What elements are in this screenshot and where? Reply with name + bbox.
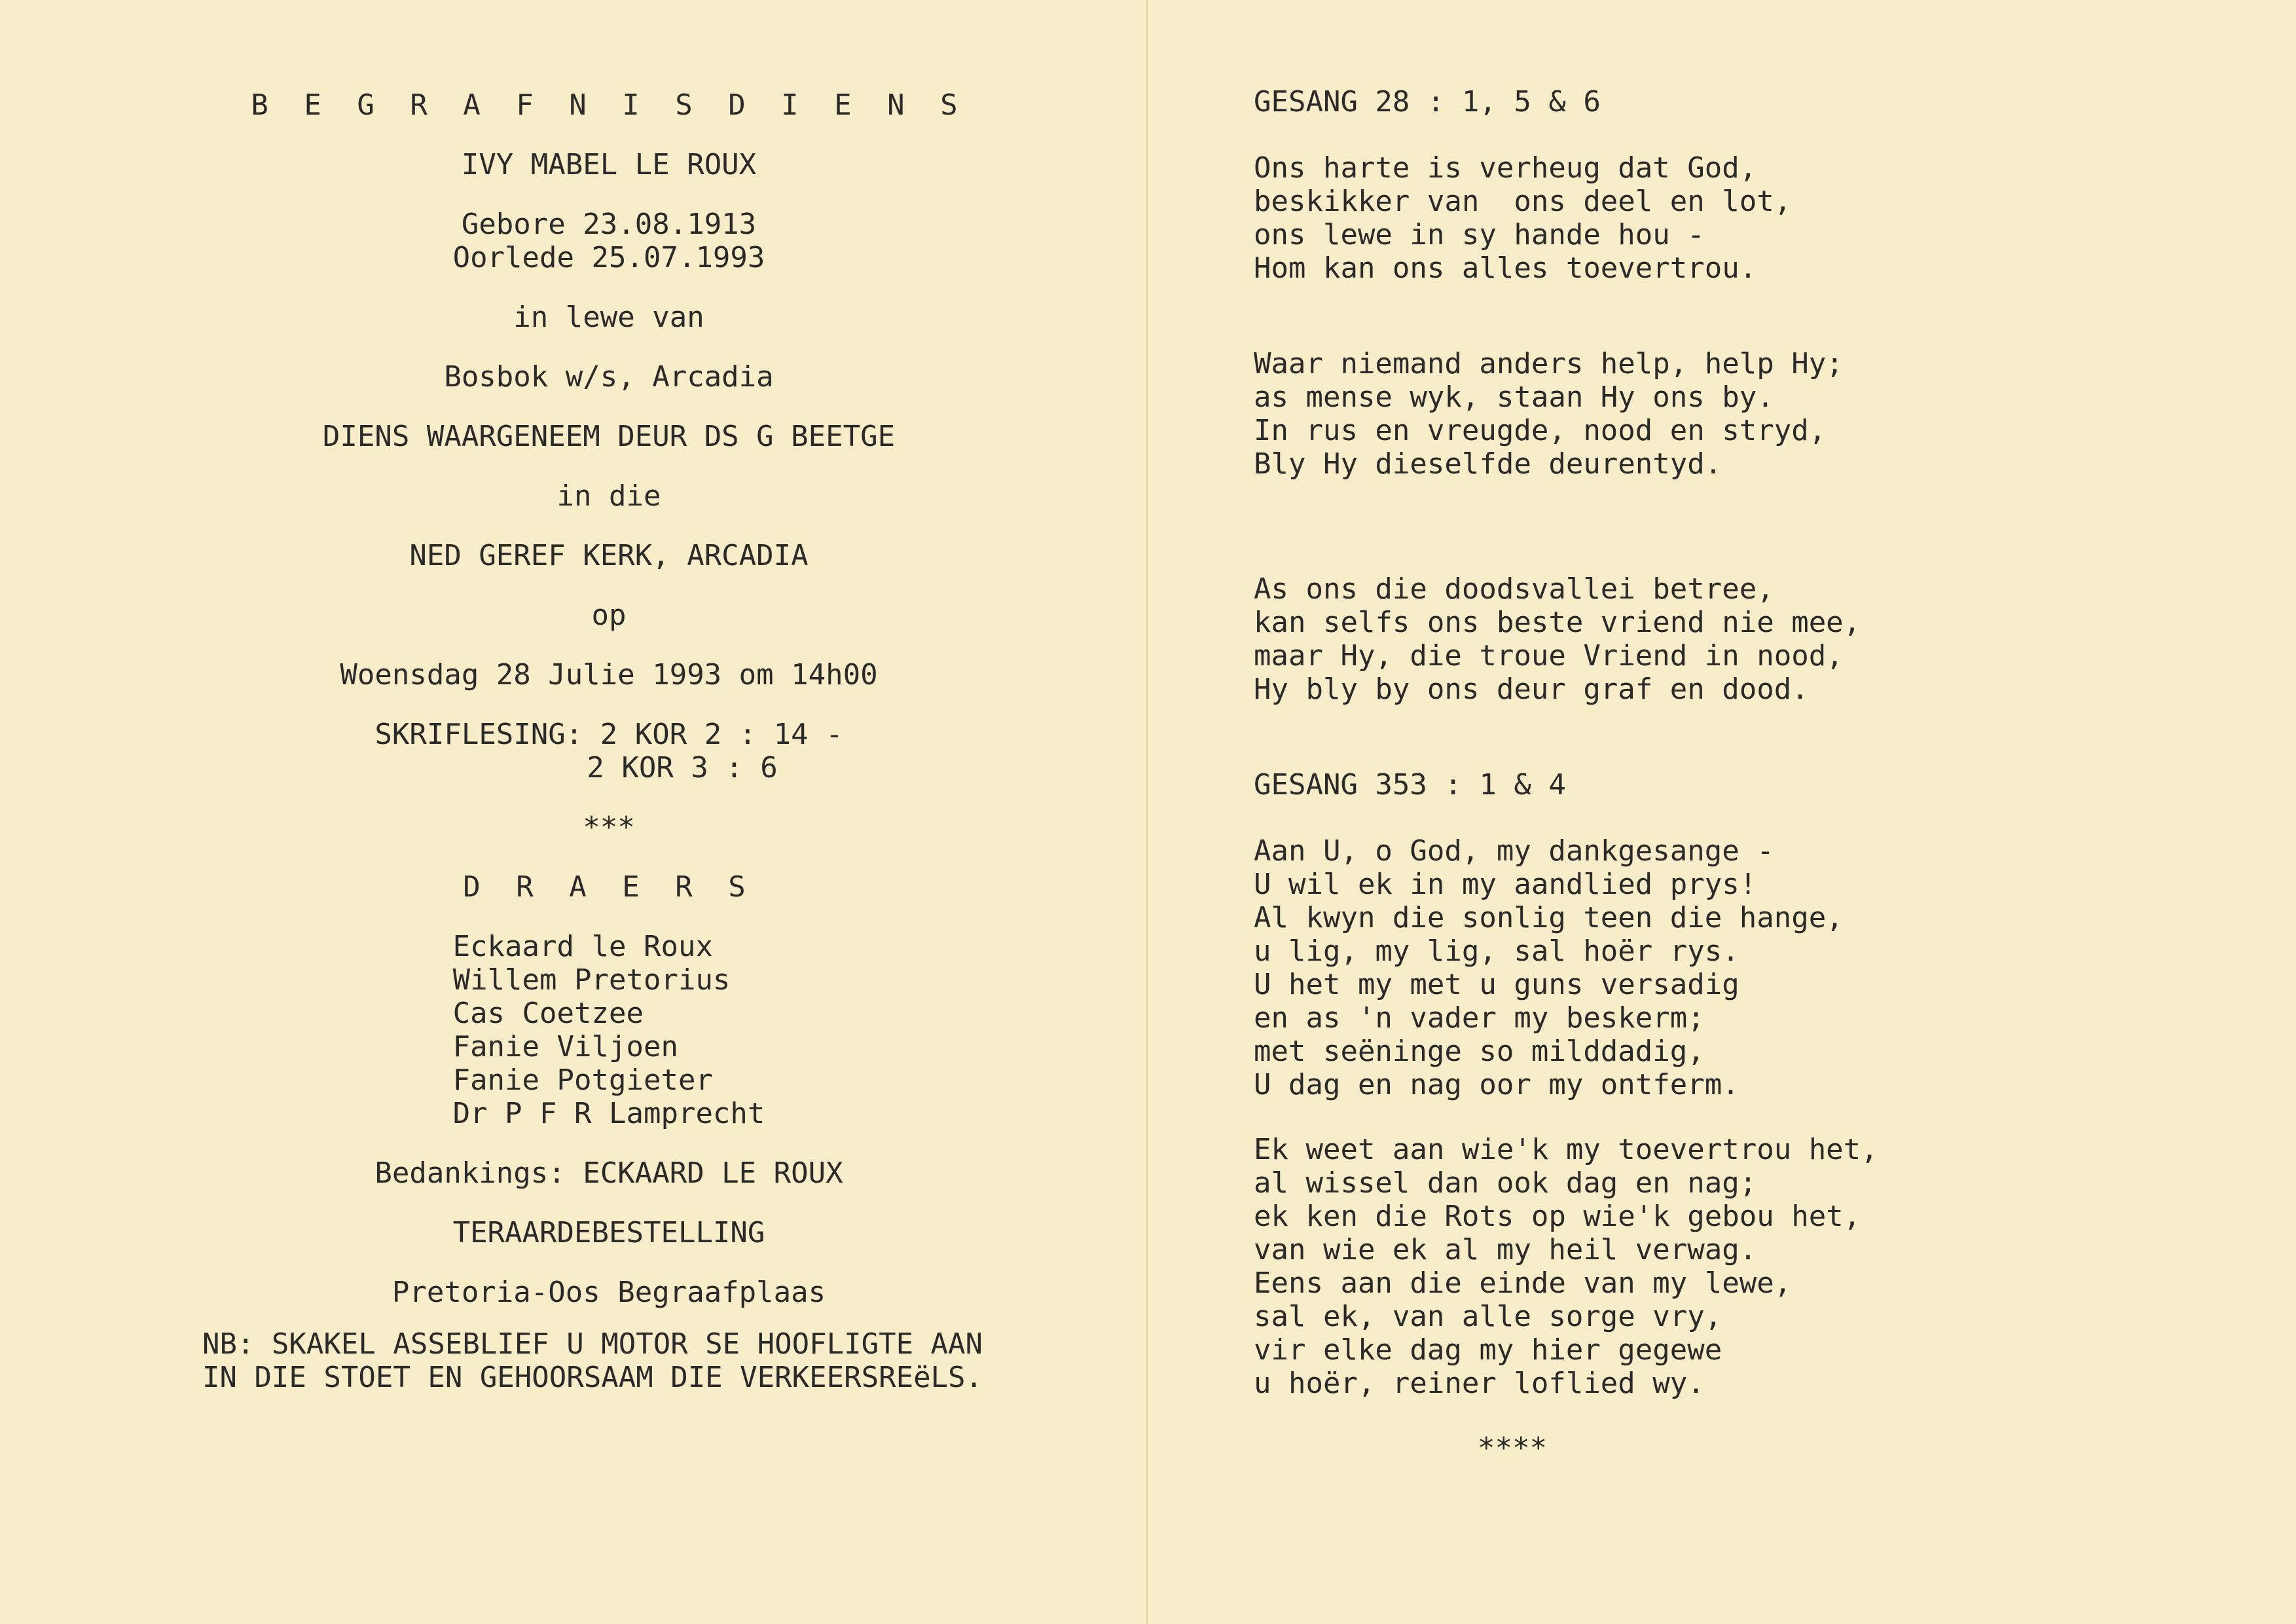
verse-line: Hy bly by ons deur graf en dood.	[1254, 673, 1809, 706]
verse-line: en as 'n vader my beskerm;	[1254, 1001, 1705, 1035]
verse-line: met seëninge so milddadig,	[1254, 1035, 1705, 1068]
reading-line-2: 2 KOR 3 : 6	[587, 751, 778, 784]
verse-line: u lig, my lig, sal hoër rys.	[1254, 934, 1740, 968]
fold-line	[1146, 0, 1148, 1624]
notice	[202, 1327, 983, 1394]
cemetery: Pretoria-Oos Begraafplaas	[392, 1276, 826, 1309]
bearer: Dr P F R Lamprecht	[452, 1097, 765, 1130]
verse-line: Hom kan ons alles toevertrou.	[1254, 251, 1757, 285]
left-panel	[202, 88, 1002, 1394]
hymn-28-stanza-6	[1254, 572, 2203, 706]
verse-line: Ons harte is verheug dat God,	[1254, 151, 1757, 185]
verse-line: As ons die doodsvallei betree,	[1254, 572, 1774, 606]
verse-line: al wissel dan ook dag en nag;	[1254, 1166, 1757, 1200]
died-date: Oorlede 25.07.1993	[452, 241, 765, 274]
notice-line-1: NB: SKAKEL ASSEBLIEF U MOTOR SE HOOFLIGTE AAN	[202, 1327, 983, 1361]
life-dates	[216, 208, 1002, 274]
verse-line: Aan U, o God, my dankgesange -	[1254, 834, 1774, 868]
verse-line: Eens aan die einde van my lewe,	[1254, 1266, 1792, 1300]
verse-line: U het my met u guns versadig	[1254, 968, 1740, 1001]
verse-line: beskikker van ons deel en lot,	[1254, 185, 1792, 218]
burial-heading: TERAARDEBESTELLING	[452, 1216, 765, 1249]
church: NED GEREF KERK, ARCADIA	[409, 539, 809, 572]
verse-line: In rus en vreugde, nood en stryd,	[1254, 414, 1827, 447]
bearers-list	[216, 930, 1002, 1130]
thanks: Bedankings: ECKAARD LE ROUX	[374, 1156, 843, 1190]
bearer: Cas Coetzee	[452, 997, 644, 1030]
verse-line: Al kwyn die sonlig teen die hange,	[1254, 901, 1844, 934]
verse-line: Bly Hy dieselfde deurentyd.	[1254, 447, 1722, 481]
closing-stars: ****	[1478, 1431, 1547, 1465]
address: Bosbok w/s, Arcadia	[444, 360, 774, 394]
hymn-353-title: GESANG 353 : 1 & 4	[1254, 768, 1566, 802]
verse-line: u hoër, reiner loflied wy.	[1254, 1367, 1705, 1400]
officiant: DIENS WAARGENEEM DEUR DS G BEETGE	[322, 420, 896, 453]
verse-line: maar Hy, die troue Vriend in nood,	[1254, 639, 1844, 673]
notice-line-2: IN DIE STOET EN GEHOORSAAM DIE VERKEERSREëLS.	[202, 1361, 983, 1394]
verse-line: U wil ek in my aandlied prys!	[1254, 868, 1757, 901]
bearer: Willem Pretorius	[452, 963, 731, 997]
verse-line: sal ek, van alle sorge vry,	[1254, 1300, 1722, 1333]
in-the: in die	[556, 479, 661, 513]
verse-line: as mense wyk, staan Hy ons by.	[1254, 380, 1774, 414]
born-date: Gebore 23.08.1913	[461, 208, 757, 241]
verse-line: U dag en nag oor my ontferm.	[1254, 1068, 1740, 1101]
bearer: Fanie Potgieter	[452, 1063, 713, 1097]
deceased-name: IVY MABEL LE ROUX	[461, 148, 757, 181]
separator-stars: ***	[583, 811, 635, 844]
in-life-of: in lewe van	[513, 301, 704, 334]
verse-line: ons lewe in sy hande hou -	[1254, 218, 1705, 251]
bearers-title: D R A E R S	[463, 870, 755, 904]
hymn-28-title: GESANG 28 : 1, 5 & 6	[1254, 85, 1601, 119]
service-date: Woensdag 28 Julie 1993 om 14h00	[340, 658, 878, 692]
reading-line-1: SKRIFLESING: 2 KOR 2 : 14 -	[374, 718, 843, 751]
verse-line: Waar niemand anders help, help Hy;	[1254, 347, 1844, 380]
verse-line: kan selfs ons beste vriend nie mee,	[1254, 606, 1861, 639]
service-title: B E G R A F N I S D I E N S	[251, 88, 967, 122]
hymn-28-stanza-1	[1254, 151, 2203, 285]
verse-line: van wie ek al my heil verwag.	[1254, 1233, 1757, 1266]
verse-line: vir elke dag my hier gegewe	[1254, 1333, 1722, 1367]
hymn-28-stanza-5	[1254, 347, 2203, 481]
scripture-reading	[216, 718, 1002, 784]
on: op	[591, 599, 627, 632]
verse-line: Ek weet aan wie'k my toevertrou het,	[1254, 1133, 1878, 1166]
bearer: Fanie Viljoen	[452, 1030, 678, 1063]
verse-line: ek ken die Rots op wie'k gebou het,	[1254, 1200, 1861, 1233]
hymn-353-stanza-1	[1254, 834, 2203, 1101]
bearer: Eckaard le Roux	[452, 930, 713, 963]
hymn-353-stanza-4	[1254, 1133, 2203, 1400]
right-panel	[1254, 85, 2203, 1494]
